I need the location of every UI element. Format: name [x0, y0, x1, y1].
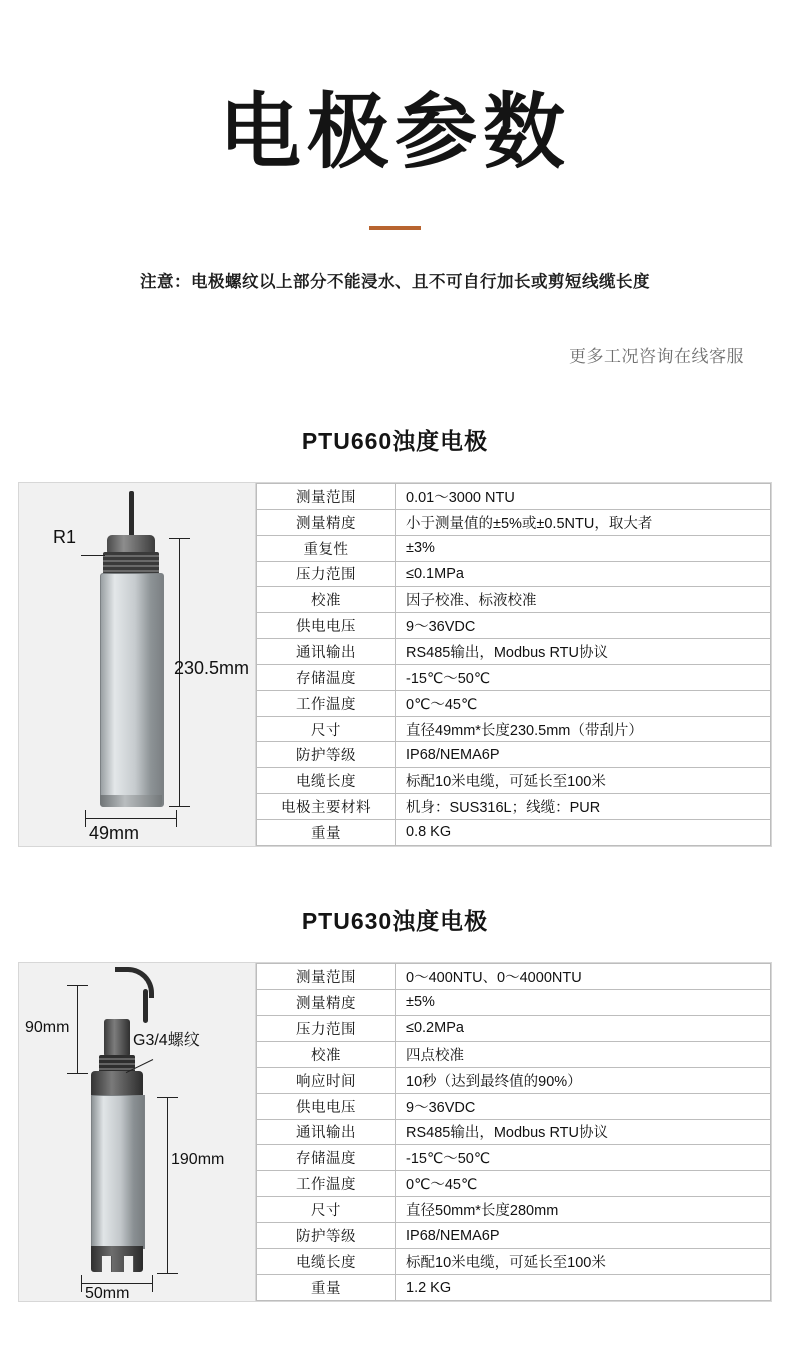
- table-row: [257, 768, 771, 794]
- spec-value: 1.2 KG: [396, 1275, 771, 1301]
- spec-value: 0℃～45℃: [396, 1171, 771, 1197]
- spec-key: 测量精度: [257, 989, 396, 1015]
- probe-neck: [104, 1019, 130, 1057]
- spec-value: -15℃～50℃: [396, 1145, 771, 1171]
- top-length-dimension-line: [77, 985, 78, 1073]
- spec-key: 存储温度: [257, 1145, 396, 1171]
- spec-table-ptu630: [256, 963, 771, 1301]
- table-row: [257, 1197, 771, 1223]
- table-row: [257, 613, 771, 639]
- table-row: [257, 716, 771, 742]
- table-row: [257, 1041, 771, 1067]
- product-figure-ptu660: [19, 483, 256, 846]
- length-label-ptu660: 230.5mm: [174, 658, 250, 678]
- spec-value: ±5%: [396, 989, 771, 1015]
- spec-value: 机身：SUS316L；线缆：PUR: [396, 794, 771, 820]
- table-row: [257, 535, 771, 561]
- spec-value: 直径50mm*长度280mm: [396, 1197, 771, 1223]
- spec-key: 供电电压: [257, 1093, 396, 1119]
- spec-key: 测量精度: [257, 509, 396, 535]
- probe-body: [91, 1095, 145, 1249]
- table-row: [257, 509, 771, 535]
- spec-value: -15℃～50℃: [396, 664, 771, 690]
- table-row: [257, 1145, 771, 1171]
- spec-key: 测量范围: [257, 964, 396, 990]
- table-row: [257, 1223, 771, 1249]
- spec-table-ptu660: [256, 483, 771, 846]
- table-row: [257, 690, 771, 716]
- spec-value: RS485输出，Modbus RTU协议: [396, 1119, 771, 1145]
- spec-value: 因子校准、标液校准: [396, 587, 771, 613]
- spec-key: 电极主要材料: [257, 794, 396, 820]
- product-figure-ptu630: [19, 963, 256, 1301]
- thread-label-ptu660: R1: [53, 527, 77, 547]
- probe-cable-bend: [115, 967, 154, 998]
- spec-value: 标配10米电缆，可延长至100米: [396, 1249, 771, 1275]
- probe-thread: [103, 552, 159, 574]
- spec-key: 供电电压: [257, 613, 396, 639]
- spec-value: 0.8 KG: [396, 819, 771, 845]
- diameter-dimension-tick-left: [85, 810, 86, 827]
- table-row: [257, 742, 771, 768]
- spec-value: 0～400NTU、0～4000NTU: [396, 964, 771, 990]
- spec-key: 重量: [257, 1275, 396, 1301]
- spec-key: 压力范围: [257, 1015, 396, 1041]
- length-dimension-tick-bottom: [157, 1273, 178, 1274]
- probe-cap: [107, 535, 155, 553]
- table-row: [257, 819, 771, 845]
- diameter-dimension-line: [81, 1283, 153, 1284]
- spec-key: 尺寸: [257, 716, 396, 742]
- spec-value: 小于测量值的±5%或±0.5NTU，取大者: [396, 509, 771, 535]
- section-ptu660: [0, 423, 790, 847]
- spec-value: IP68/NEMA6P: [396, 742, 771, 768]
- table-row: [257, 1275, 771, 1301]
- diameter-dimension-tick-right: [152, 1275, 153, 1292]
- spec-key: 响应时间: [257, 1067, 396, 1093]
- table-row: [257, 484, 771, 510]
- spec-key: 存储温度: [257, 664, 396, 690]
- spec-key: 电缆长度: [257, 768, 396, 794]
- spec-value: 0.01～3000 NTU: [396, 484, 771, 510]
- spec-key: 防护等级: [257, 742, 396, 768]
- spec-value: ≤0.1MPa: [396, 561, 771, 587]
- table-row: [257, 989, 771, 1015]
- diameter-dimension-tick-left: [81, 1275, 82, 1292]
- spec-key: 防护等级: [257, 1223, 396, 1249]
- probe-base: [91, 1246, 143, 1272]
- table-row: [257, 1249, 771, 1275]
- length-dimension-tick-top: [169, 538, 190, 539]
- table-row: [257, 964, 771, 990]
- diameter-label-ptu630: 50mm: [85, 1285, 130, 1302]
- table-row: [257, 1067, 771, 1093]
- spec-key: 通讯输出: [257, 639, 396, 665]
- spec-key: 测量范围: [257, 484, 396, 510]
- notice-text: 注意：电极螺纹以上部分不能浸水、且不可自行加长或剪短线缆长度: [140, 273, 650, 291]
- section-body-ptu630: [18, 962, 772, 1302]
- top-length-tick-top: [67, 985, 88, 986]
- table-row: [257, 587, 771, 613]
- diameter-label-ptu660: 49mm: [89, 823, 140, 843]
- table-row: [257, 639, 771, 665]
- spec-value: IP68/NEMA6P: [396, 1223, 771, 1249]
- probe-slot-right: [123, 1256, 134, 1272]
- diameter-dimension-tick-right: [176, 810, 177, 827]
- table-row: [257, 664, 771, 690]
- length-dimension-line: [167, 1097, 168, 1273]
- probe-tip: [100, 795, 162, 807]
- spec-value: 直径49mm*长度230.5mm（带刮片）: [396, 716, 771, 742]
- probe-cable: [143, 989, 148, 1023]
- spec-value: 0℃～45℃: [396, 690, 771, 716]
- thread-label-ptu630: G3/4螺纹: [133, 1032, 200, 1049]
- probe-body: [100, 573, 164, 807]
- table-row: [257, 1015, 771, 1041]
- spec-key: 电缆长度: [257, 1249, 396, 1275]
- table-row: [257, 1119, 771, 1145]
- section-title-ptu660: PTU660浊度电极: [301, 428, 489, 454]
- probe-slot-left: [101, 1256, 112, 1272]
- top-length-label-ptu630: 90mm: [25, 1019, 70, 1036]
- spec-value: 标配10米电缆，可延长至100米: [396, 768, 771, 794]
- section-body-ptu660: [18, 482, 772, 847]
- spec-key: 尺寸: [257, 1197, 396, 1223]
- probe-shoulder: [91, 1071, 143, 1097]
- spec-value: RS485输出，Modbus RTU协议: [396, 639, 771, 665]
- probe-cable: [129, 491, 134, 537]
- spec-key: 校准: [257, 587, 396, 613]
- spec-key: 重复性: [257, 535, 396, 561]
- title-underline-divider: [369, 226, 421, 230]
- spec-value: ≤0.2MPa: [396, 1015, 771, 1041]
- spec-value: 四点校准: [396, 1041, 771, 1067]
- table-row: [257, 1171, 771, 1197]
- spec-value: 9～36VDC: [396, 1093, 771, 1119]
- spec-key: 工作温度: [257, 690, 396, 716]
- spec-value: 10秒（达到最终值的90%）: [396, 1067, 771, 1093]
- service-hint-text: 更多工况咨询在线客服: [569, 347, 744, 366]
- length-dimension-tick-bottom: [169, 806, 190, 807]
- spec-key: 重量: [257, 819, 396, 845]
- section-title-ptu630: PTU630浊度电极: [301, 908, 489, 934]
- spec-key: 通讯输出: [257, 1119, 396, 1145]
- table-row: [257, 561, 771, 587]
- spec-value: 9～36VDC: [396, 613, 771, 639]
- length-label-ptu630: 190mm: [171, 1151, 225, 1168]
- table-row: [257, 1093, 771, 1119]
- spec-key: 校准: [257, 1041, 396, 1067]
- length-dimension-tick-top: [157, 1097, 178, 1098]
- table-row: [257, 794, 771, 820]
- section-ptu630: [0, 903, 790, 1302]
- diameter-dimension-line: [85, 818, 177, 819]
- spec-key: 工作温度: [257, 1171, 396, 1197]
- top-length-tick-bottom: [67, 1073, 88, 1074]
- spec-value: ±3%: [396, 535, 771, 561]
- thread-leader-line: [81, 555, 105, 556]
- page-title: 电极参数: [218, 85, 571, 180]
- spec-key: 压力范围: [257, 561, 396, 587]
